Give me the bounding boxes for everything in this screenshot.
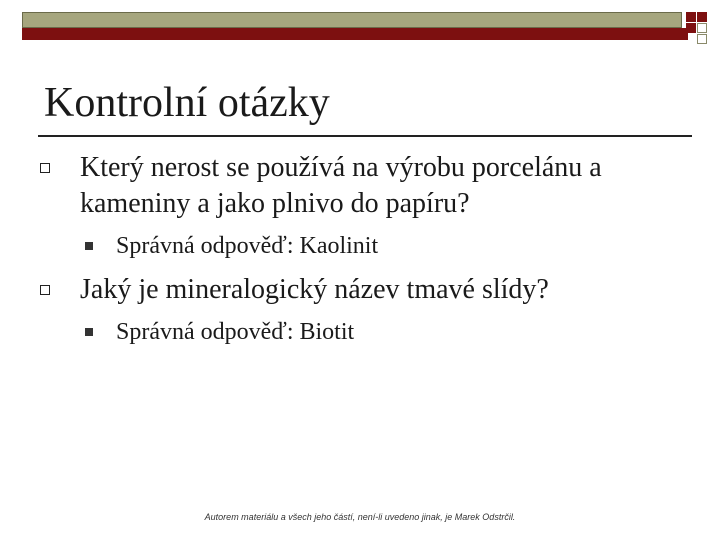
decor-square — [697, 12, 707, 22]
hollow-square-bullet-icon — [40, 163, 50, 173]
decor-square — [697, 23, 707, 33]
answer-item — [40, 316, 700, 348]
answer-item — [40, 230, 700, 262]
filled-square-bullet-icon — [85, 242, 93, 250]
title-underline — [38, 135, 692, 137]
answer-text: Správná odpověď: Biotit — [116, 319, 355, 345]
question-item — [40, 150, 700, 262]
footer-credit: Autorem materiálu a všech jeho částí, není-li uvedeno jinak, je Marek Odstrčil. — [204, 512, 516, 522]
header-decoration-bar — [22, 12, 682, 40]
hollow-square-bullet-icon — [40, 285, 50, 295]
olive-stripe — [22, 12, 682, 28]
filled-square-bullet-icon — [85, 328, 93, 336]
slide-title: Kontrolní otázky — [44, 80, 330, 126]
slide-content — [40, 150, 700, 348]
decor-square — [697, 34, 707, 44]
corner-decoration — [686, 12, 708, 42]
question-text: Jaký je mineralogický název tmavé slídy? — [80, 274, 549, 305]
question-item — [40, 272, 700, 348]
maroon-stripe — [22, 28, 688, 40]
answer-text: Správná odpověď: Kaolinit — [116, 233, 379, 259]
decor-square — [686, 12, 696, 22]
decor-square — [686, 23, 696, 33]
question-text: Který nerost se používá na výrobu porcelánu a kameniny a jako plnivo do papíru? — [80, 152, 602, 219]
